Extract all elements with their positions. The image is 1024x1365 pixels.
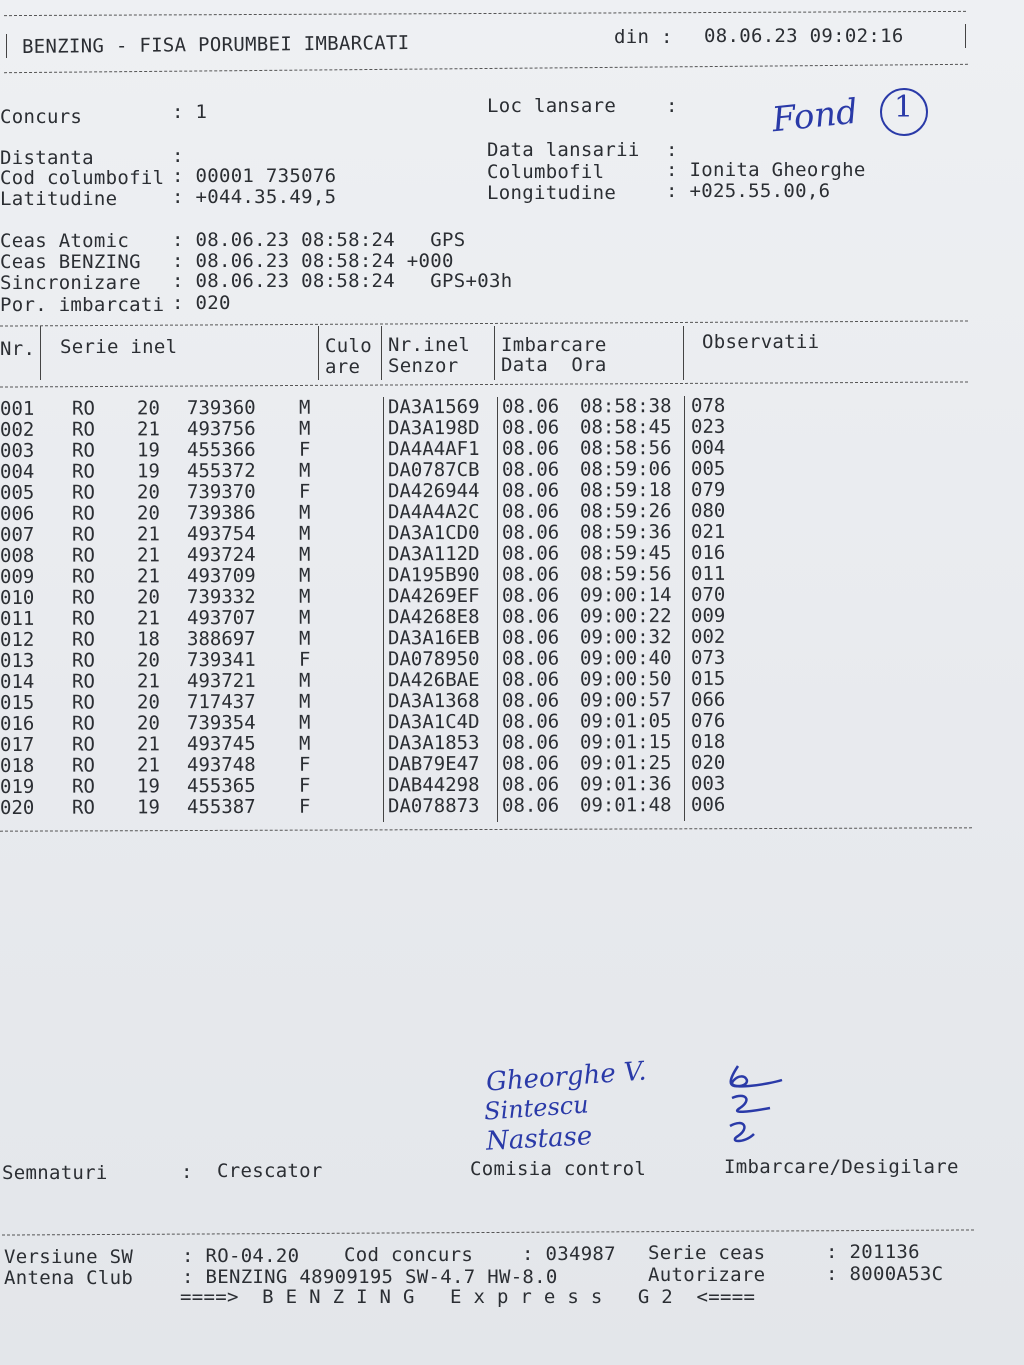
autorizare-value: : 8000A53C xyxy=(826,1263,944,1285)
cell-inel: 493721 xyxy=(186,669,256,693)
comisia-label: Comisia control xyxy=(470,1158,647,1180)
serie-ceas-label: Serie ceas xyxy=(648,1242,766,1264)
cell-senzor: DA3A1C4D xyxy=(387,710,480,734)
cell-senzor: DA4A4A2C xyxy=(387,500,480,524)
cod-concurs-value: : 034987 xyxy=(522,1243,616,1265)
cell-senzor: DA3A1368 xyxy=(387,689,480,713)
cell-inel: 493709 xyxy=(186,564,256,588)
cell-nr: 004 xyxy=(0,460,35,483)
cell-data: 08.06 xyxy=(501,395,560,418)
cell-observatii: 004 xyxy=(690,436,726,459)
cell-an: 20 xyxy=(136,691,160,714)
cell-inel: 739354 xyxy=(186,711,256,735)
distanta-label: Distanta xyxy=(0,147,94,169)
cell-inel: 717437 xyxy=(186,690,256,714)
cell-ora: 08:59:36 xyxy=(579,521,672,544)
document-title: BENZING - FISA PORUMBEI IMBARCATI xyxy=(21,31,410,59)
cell-data: 08.06 xyxy=(501,500,560,523)
cell-senzor: DA195B90 xyxy=(387,563,480,587)
cell-senzor: DA4269EF xyxy=(387,584,480,608)
cell-data: 08.06 xyxy=(501,521,560,544)
cell-data: 08.06 xyxy=(501,647,560,670)
cell-observatii: 005 xyxy=(690,457,726,480)
latitudine-value: : +044.35.49,5 xyxy=(172,186,337,208)
cell-sex: F xyxy=(298,648,311,671)
cell-ora: 09:00:50 xyxy=(579,668,672,691)
cell-an: 21 xyxy=(136,565,160,588)
cell-an: 19 xyxy=(136,796,160,819)
cell-nr: 003 xyxy=(0,439,35,462)
cell-senzor: DA3A1569 xyxy=(387,395,480,419)
semnaturi-colon: : xyxy=(181,1161,193,1183)
por-imbarcati-value: : 020 xyxy=(172,292,231,314)
columbofil-label: Columbofil xyxy=(487,161,605,183)
longitudine-label: Longitudine xyxy=(487,182,617,204)
din-label: din : xyxy=(614,26,673,48)
cell-observatii: 009 xyxy=(690,604,726,627)
cell-data: 08.06 xyxy=(501,584,560,607)
cell-senzor: DA078950 xyxy=(387,647,480,671)
latitudine-label: Latitudine xyxy=(0,188,118,210)
cell-senzor: DA3A1853 xyxy=(387,731,480,755)
cell-senzor: DA426944 xyxy=(387,479,480,503)
handwritten-circle xyxy=(880,88,928,136)
cell-an: 20 xyxy=(136,649,160,672)
col-serie-header: Serie inel xyxy=(60,336,178,358)
cell-inel: 739332 xyxy=(186,585,256,609)
cell-sex: M xyxy=(298,417,311,440)
serie-ceas-value: : 201136 xyxy=(826,1241,920,1263)
cell-senzor: DAB79E47 xyxy=(387,752,480,776)
distanta-value: : xyxy=(172,145,184,167)
data-lansarii-label: Data lansarii xyxy=(487,139,640,161)
cell-sex: M xyxy=(298,732,311,755)
cell-an: 20 xyxy=(136,397,160,420)
cell-ora: 09:00:22 xyxy=(579,605,672,628)
longitudine-value: : +025.55.00,6 xyxy=(666,180,831,202)
cell-senzor: DA078873 xyxy=(387,794,480,818)
cell-nr: 001 xyxy=(0,397,35,420)
cell-sex: M xyxy=(298,669,311,692)
cell-an: 20 xyxy=(136,712,160,735)
cell-an: 21 xyxy=(136,523,160,546)
ceas-atomic-label: Ceas Atomic xyxy=(0,230,130,252)
cell-ora: 09:01:05 xyxy=(579,710,672,733)
loc-lansare-value: : xyxy=(666,95,678,117)
ceas-atomic-value: : 08.06.23 08:58:24 GPS xyxy=(172,229,466,251)
cell-tara: RO xyxy=(71,565,95,588)
cell-an: 21 xyxy=(136,733,160,756)
cell-observatii: 023 xyxy=(690,415,726,438)
cell-data: 08.06 xyxy=(501,773,560,796)
cell-an: 18 xyxy=(136,628,160,651)
cell-an: 19 xyxy=(136,460,160,483)
cell-tara: RO xyxy=(71,775,95,798)
cell-sex: F xyxy=(298,480,311,503)
cell-ora: 08:59:06 xyxy=(579,458,672,481)
cell-observatii: 073 xyxy=(690,646,726,669)
cell-an: 20 xyxy=(136,502,160,525)
cell-tara: RO xyxy=(71,397,95,420)
col-nrinel-header-2: Senzor xyxy=(388,355,459,377)
cell-tara: RO xyxy=(71,607,95,630)
versiune-label: Versiune SW xyxy=(4,1246,134,1268)
title-bottom-rule xyxy=(4,64,968,73)
cell-data: 08.06 xyxy=(501,437,560,460)
cell-an: 19 xyxy=(136,439,160,462)
cell-data: 08.06 xyxy=(501,458,560,481)
cell-data: 08.06 xyxy=(501,689,560,712)
cell-sex: M xyxy=(298,501,311,524)
cell-inel: 493724 xyxy=(186,543,256,567)
cell-inel: 493754 xyxy=(186,522,256,546)
cell-inel: 739360 xyxy=(186,396,256,420)
imbarcare-desigilare-label: Imbarcare/Desigilare xyxy=(724,1156,959,1178)
cell-senzor: DA3A1CD0 xyxy=(387,521,480,545)
cell-sex: M xyxy=(298,522,311,545)
handwritten-note: Fond xyxy=(770,91,860,141)
table-row xyxy=(0,794,1024,819)
cell-sex: F xyxy=(298,438,311,461)
cell-nr: 010 xyxy=(0,586,35,609)
cell-nr: 017 xyxy=(0,733,35,756)
cell-nr: 005 xyxy=(0,481,35,504)
col-sep-2 xyxy=(318,326,319,380)
ceas-benzing-value: : 08.06.23 08:58:24 +000 xyxy=(172,250,454,272)
cell-observatii: 018 xyxy=(690,730,726,753)
cell-sex: M xyxy=(298,564,311,587)
cell-tara: RO xyxy=(71,649,95,672)
cell-ora: 08:59:56 xyxy=(579,563,672,586)
cell-senzor: DA3A112D xyxy=(387,542,480,566)
cell-nr: 002 xyxy=(0,418,35,441)
cell-observatii: 015 xyxy=(690,667,726,690)
title-right-border xyxy=(965,24,966,48)
cell-senzor: DA3A16EB xyxy=(387,626,480,650)
cell-observatii: 016 xyxy=(690,541,726,564)
brand-line: ====> B E N Z I N G E x p r e s s G 2 <==== xyxy=(180,1286,756,1308)
cell-senzor: DA3A198D xyxy=(387,416,480,440)
cell-inel: 455372 xyxy=(186,459,256,483)
cell-observatii: 066 xyxy=(690,688,726,711)
cell-an: 21 xyxy=(136,607,160,630)
cell-data: 08.06 xyxy=(501,710,560,733)
cell-inel: 739370 xyxy=(186,480,256,504)
cell-nr: 019 xyxy=(0,775,35,798)
title-top-rule xyxy=(4,11,966,16)
cell-tara: RO xyxy=(71,754,95,777)
cell-data: 08.06 xyxy=(501,731,560,754)
cell-ora: 08:58:56 xyxy=(579,437,672,460)
cell-an: 21 xyxy=(136,544,160,567)
cell-sex: M xyxy=(298,396,311,419)
cell-observatii: 078 xyxy=(690,394,726,417)
cell-observatii: 006 xyxy=(690,793,726,816)
columbofil-value: : Ionita Gheorghe xyxy=(666,159,866,181)
cell-senzor: DAB44298 xyxy=(387,773,480,797)
table-bottom-rule xyxy=(0,827,972,831)
cell-nr: 013 xyxy=(0,649,35,672)
cell-observatii: 070 xyxy=(690,583,726,606)
col-sep-4 xyxy=(494,326,495,380)
cell-nr: 018 xyxy=(0,754,35,777)
cell-nr: 014 xyxy=(0,670,35,693)
cell-data: 08.06 xyxy=(501,668,560,691)
cell-senzor: DA4268E8 xyxy=(387,605,480,629)
cell-tara: RO xyxy=(71,796,95,819)
col-imbarcare-header-2: Data Ora xyxy=(501,354,607,376)
cell-ora: 09:01:48 xyxy=(579,794,672,817)
cell-tara: RO xyxy=(71,628,95,651)
cell-tara: RO xyxy=(71,523,95,546)
cell-sex: F xyxy=(298,795,311,818)
cell-nr: 009 xyxy=(0,565,35,588)
cell-an: 21 xyxy=(136,418,160,441)
cell-inel: 455387 xyxy=(186,795,256,819)
cell-nr: 007 xyxy=(0,523,35,546)
cell-nr: 006 xyxy=(0,502,35,525)
col-culoare-header-1: Culo xyxy=(325,335,372,357)
cell-observatii: 079 xyxy=(690,478,726,501)
cell-sex: M xyxy=(298,711,311,734)
cell-observatii: 002 xyxy=(690,625,726,648)
cell-tara: RO xyxy=(71,691,95,714)
cell-inel: 388697 xyxy=(186,627,256,651)
signature-scribble xyxy=(700,1058,800,1158)
cell-tara: RO xyxy=(71,502,95,525)
cell-tara: RO xyxy=(71,460,95,483)
cell-ora: 09:01:15 xyxy=(579,731,672,754)
signature-name-2: Sintescu xyxy=(483,1090,590,1126)
cell-ora: 09:01:25 xyxy=(579,752,672,775)
cell-observatii: 011 xyxy=(690,562,726,585)
semnaturi-label: Semnaturi xyxy=(2,1162,108,1184)
cell-ora: 08:59:45 xyxy=(579,542,672,565)
cell-ora: 09:00:32 xyxy=(579,626,672,649)
cell-sex: M xyxy=(298,585,311,608)
cell-ora: 08:58:38 xyxy=(579,395,672,418)
cell-ora: 08:59:18 xyxy=(579,479,672,502)
col-observatii-header: Observatii xyxy=(702,331,820,353)
cell-sex: M xyxy=(298,459,311,482)
cell-tara: RO xyxy=(71,670,95,693)
data-lansarii-value: : xyxy=(666,139,678,161)
cell-inel: 493748 xyxy=(186,753,256,777)
cell-data: 08.06 xyxy=(501,752,560,775)
cell-nr: 012 xyxy=(0,628,35,651)
cell-data: 08.06 xyxy=(501,563,560,586)
cell-observatii: 080 xyxy=(690,499,726,522)
col-imbarcare-header-1: Imbarcare xyxy=(501,334,607,356)
cell-sex: F xyxy=(298,774,311,797)
cell-nr: 015 xyxy=(0,691,35,714)
cod-columbofil-label: Cod columbofil xyxy=(0,167,165,189)
cod-concurs-label: Cod concurs xyxy=(344,1244,474,1266)
cell-nr: 008 xyxy=(0,544,35,567)
crescator-label: Crescator xyxy=(217,1160,323,1182)
cell-data: 08.06 xyxy=(501,416,560,439)
handwritten-circle-number: 1 xyxy=(894,90,914,125)
cell-data: 08.06 xyxy=(501,479,560,502)
cell-sex: M xyxy=(298,543,311,566)
cell-observatii: 076 xyxy=(690,709,726,732)
table-header-bottom-rule xyxy=(0,381,968,387)
cell-ora: 09:01:36 xyxy=(579,773,672,796)
table-top-rule xyxy=(0,320,968,326)
sincronizare-label: Sincronizare xyxy=(0,272,141,294)
cell-inel: 739386 xyxy=(186,501,256,525)
cell-an: 21 xyxy=(136,754,160,777)
cell-tara: RO xyxy=(71,733,95,756)
cell-inel: 493756 xyxy=(186,417,256,441)
col-nrinel-header-1: Nr.inel xyxy=(388,334,471,356)
cell-senzor: DA0787CB xyxy=(387,458,480,482)
cell-ora: 09:00:40 xyxy=(579,647,672,670)
cell-inel: 493707 xyxy=(186,606,256,630)
versiune-value: : RO-04.20 xyxy=(182,1245,300,1267)
cell-inel: 739341 xyxy=(186,648,256,672)
cell-inel: 493745 xyxy=(186,732,256,756)
cell-ora: 09:00:14 xyxy=(579,584,672,607)
cell-data: 08.06 xyxy=(501,794,560,817)
cell-sex: F xyxy=(298,753,311,776)
antena-value: : BENZING 48909195 SW-4.7 HW-8.0 xyxy=(182,1266,558,1288)
cell-tara: RO xyxy=(71,586,95,609)
cell-observatii: 021 xyxy=(690,520,726,543)
ceas-benzing-label: Ceas BENZING xyxy=(0,251,141,273)
cell-tara: RO xyxy=(71,544,95,567)
col-nr-header: Nr. xyxy=(0,338,36,360)
cell-inel: 455365 xyxy=(186,774,256,798)
sincronizare-value: : 08.06.23 08:58:24 GPS+03h xyxy=(172,270,513,292)
signature-name-3: Nastase xyxy=(485,1121,593,1157)
concurs-value: : 1 xyxy=(172,101,208,123)
cell-ora: 08:58:45 xyxy=(579,416,672,439)
col-culoare-header-2: are xyxy=(325,356,361,378)
col-sep-1 xyxy=(40,326,41,380)
cell-observatii: 020 xyxy=(690,751,726,774)
cell-tara: RO xyxy=(71,418,95,441)
signature-name-1: Gheorghe V. xyxy=(485,1056,648,1098)
cell-nr: 011 xyxy=(0,607,35,630)
cell-tara: RO xyxy=(71,439,95,462)
cell-sex: M xyxy=(298,690,311,713)
cell-an: 20 xyxy=(136,586,160,609)
cell-nr: 016 xyxy=(0,712,35,735)
cell-data: 08.06 xyxy=(501,605,560,628)
concurs-label: Concurs xyxy=(0,106,83,128)
cell-an: 19 xyxy=(136,775,160,798)
col-sep-5 xyxy=(683,326,684,380)
cell-senzor: DA4A4AF1 xyxy=(387,437,480,461)
cell-data: 08.06 xyxy=(501,626,560,649)
cell-inel: 455366 xyxy=(186,438,256,462)
cell-observatii: 003 xyxy=(690,772,726,795)
cell-an: 20 xyxy=(136,481,160,504)
cell-nr: 020 xyxy=(0,796,35,819)
cell-data: 08.06 xyxy=(501,542,560,565)
cell-sex: M xyxy=(298,627,311,650)
cell-tara: RO xyxy=(71,481,95,504)
cell-ora: 09:00:57 xyxy=(579,689,672,712)
cod-columbofil-value: : 00001 735076 xyxy=(172,165,337,187)
din-value: 08.06.23 09:02:16 xyxy=(704,25,904,47)
title-left-border xyxy=(6,34,7,58)
loc-lansare-label: Loc lansare xyxy=(487,95,617,117)
cell-an: 21 xyxy=(136,670,160,693)
footer-top-rule xyxy=(2,1229,974,1235)
cell-tara: RO xyxy=(71,712,95,735)
autorizare-label: Autorizare xyxy=(648,1264,766,1286)
col-sep-3 xyxy=(381,326,382,380)
cell-ora: 08:59:26 xyxy=(579,500,672,523)
cell-sex: M xyxy=(298,606,311,629)
antena-label: Antena Club xyxy=(4,1267,134,1289)
cell-senzor: DA426BAE xyxy=(387,668,480,692)
por-imbarcati-label: Por. imbarcati xyxy=(0,294,165,316)
